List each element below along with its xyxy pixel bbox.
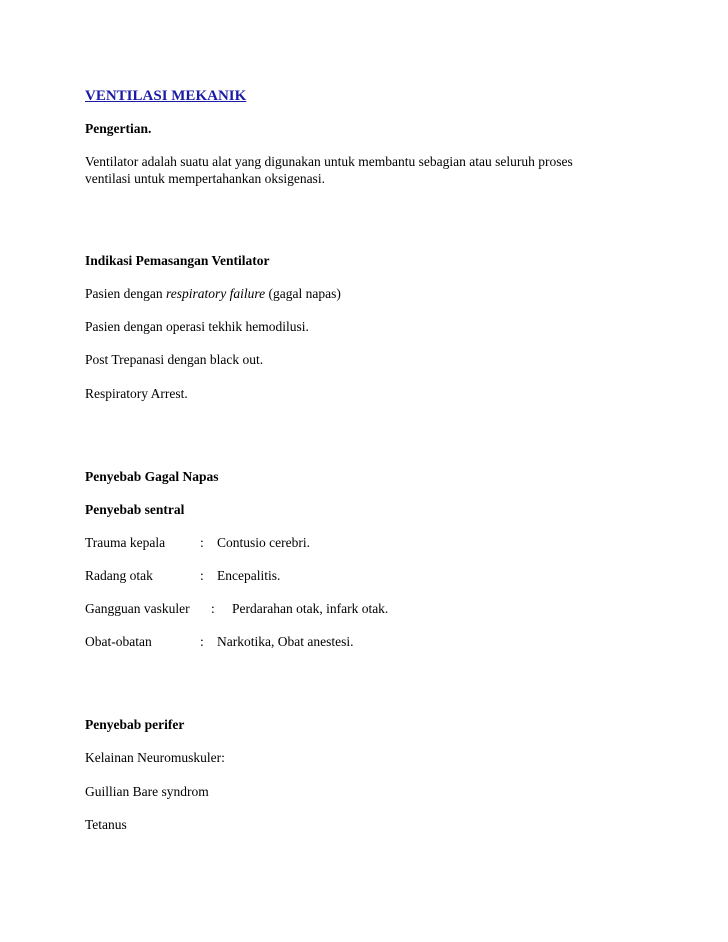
sentral-row-1-sep: : xyxy=(200,535,204,550)
sentral-row-2-cause: Radang otak xyxy=(85,568,153,583)
pengertian-body-line-2: ventilasi untuk mempertahankan oksigenasi. xyxy=(85,171,325,186)
sentral-row-3-detail: Perdarahan otak, infark otak. xyxy=(232,601,389,616)
indikasi-item-1-post: (gagal napas) xyxy=(265,286,341,301)
subheading-penyebab-sentral: Penyebab sentral xyxy=(85,502,185,517)
document-title: VENTILASI MEKANIK xyxy=(85,88,247,104)
sentral-row-4-sep: : xyxy=(200,634,204,649)
indikasi-item-1 xyxy=(85,286,341,302)
sentral-row-1-cause: Trauma kepala xyxy=(85,535,166,550)
perifer-item-2: Guillian Bare syndrom xyxy=(85,784,209,799)
sentral-row-3-cause: Gangguan vaskuler xyxy=(85,601,190,616)
sentral-row-1-detail: Contusio cerebri. xyxy=(217,535,310,550)
perifer-item-3: Tetanus xyxy=(85,817,127,832)
indikasi-item-2: Pasien dengan operasi tekhik hemodilusi. xyxy=(85,319,309,334)
indikasi-item-1-italic: respiratory failure xyxy=(165,286,266,301)
indikasi-item-4: Respiratory Arrest. xyxy=(85,386,188,401)
sentral-row-4-detail: Narkotika, Obat anestesi. xyxy=(217,634,354,649)
sentral-row-4-cause: Obat-obatan xyxy=(85,634,152,649)
subheading-penyebab-perifer: Penyebab perifer xyxy=(85,717,185,732)
perifer-item-1: Kelainan Neuromuskuler: xyxy=(85,750,225,765)
indikasi-item-3: Post Trepanasi dengan black out. xyxy=(85,352,264,367)
sentral-row-2-sep: : xyxy=(200,568,204,583)
section-heading-pengertian: Pengertian. xyxy=(85,121,152,136)
pengertian-body-line-1: Ventilator adalah suatu alat yang digunakan untuk membantu sebagian atau seluruh proses xyxy=(85,154,573,169)
indikasi-item-1-pre: Pasien dengan xyxy=(85,286,166,301)
sentral-row-3-sep: : xyxy=(211,601,215,616)
section-heading-penyebab: Penyebab Gagal Napas xyxy=(85,469,219,484)
sentral-row-2-detail: Encepalitis. xyxy=(217,568,281,583)
section-heading-indikasi: Indikasi Pemasangan Ventilator xyxy=(85,253,270,268)
